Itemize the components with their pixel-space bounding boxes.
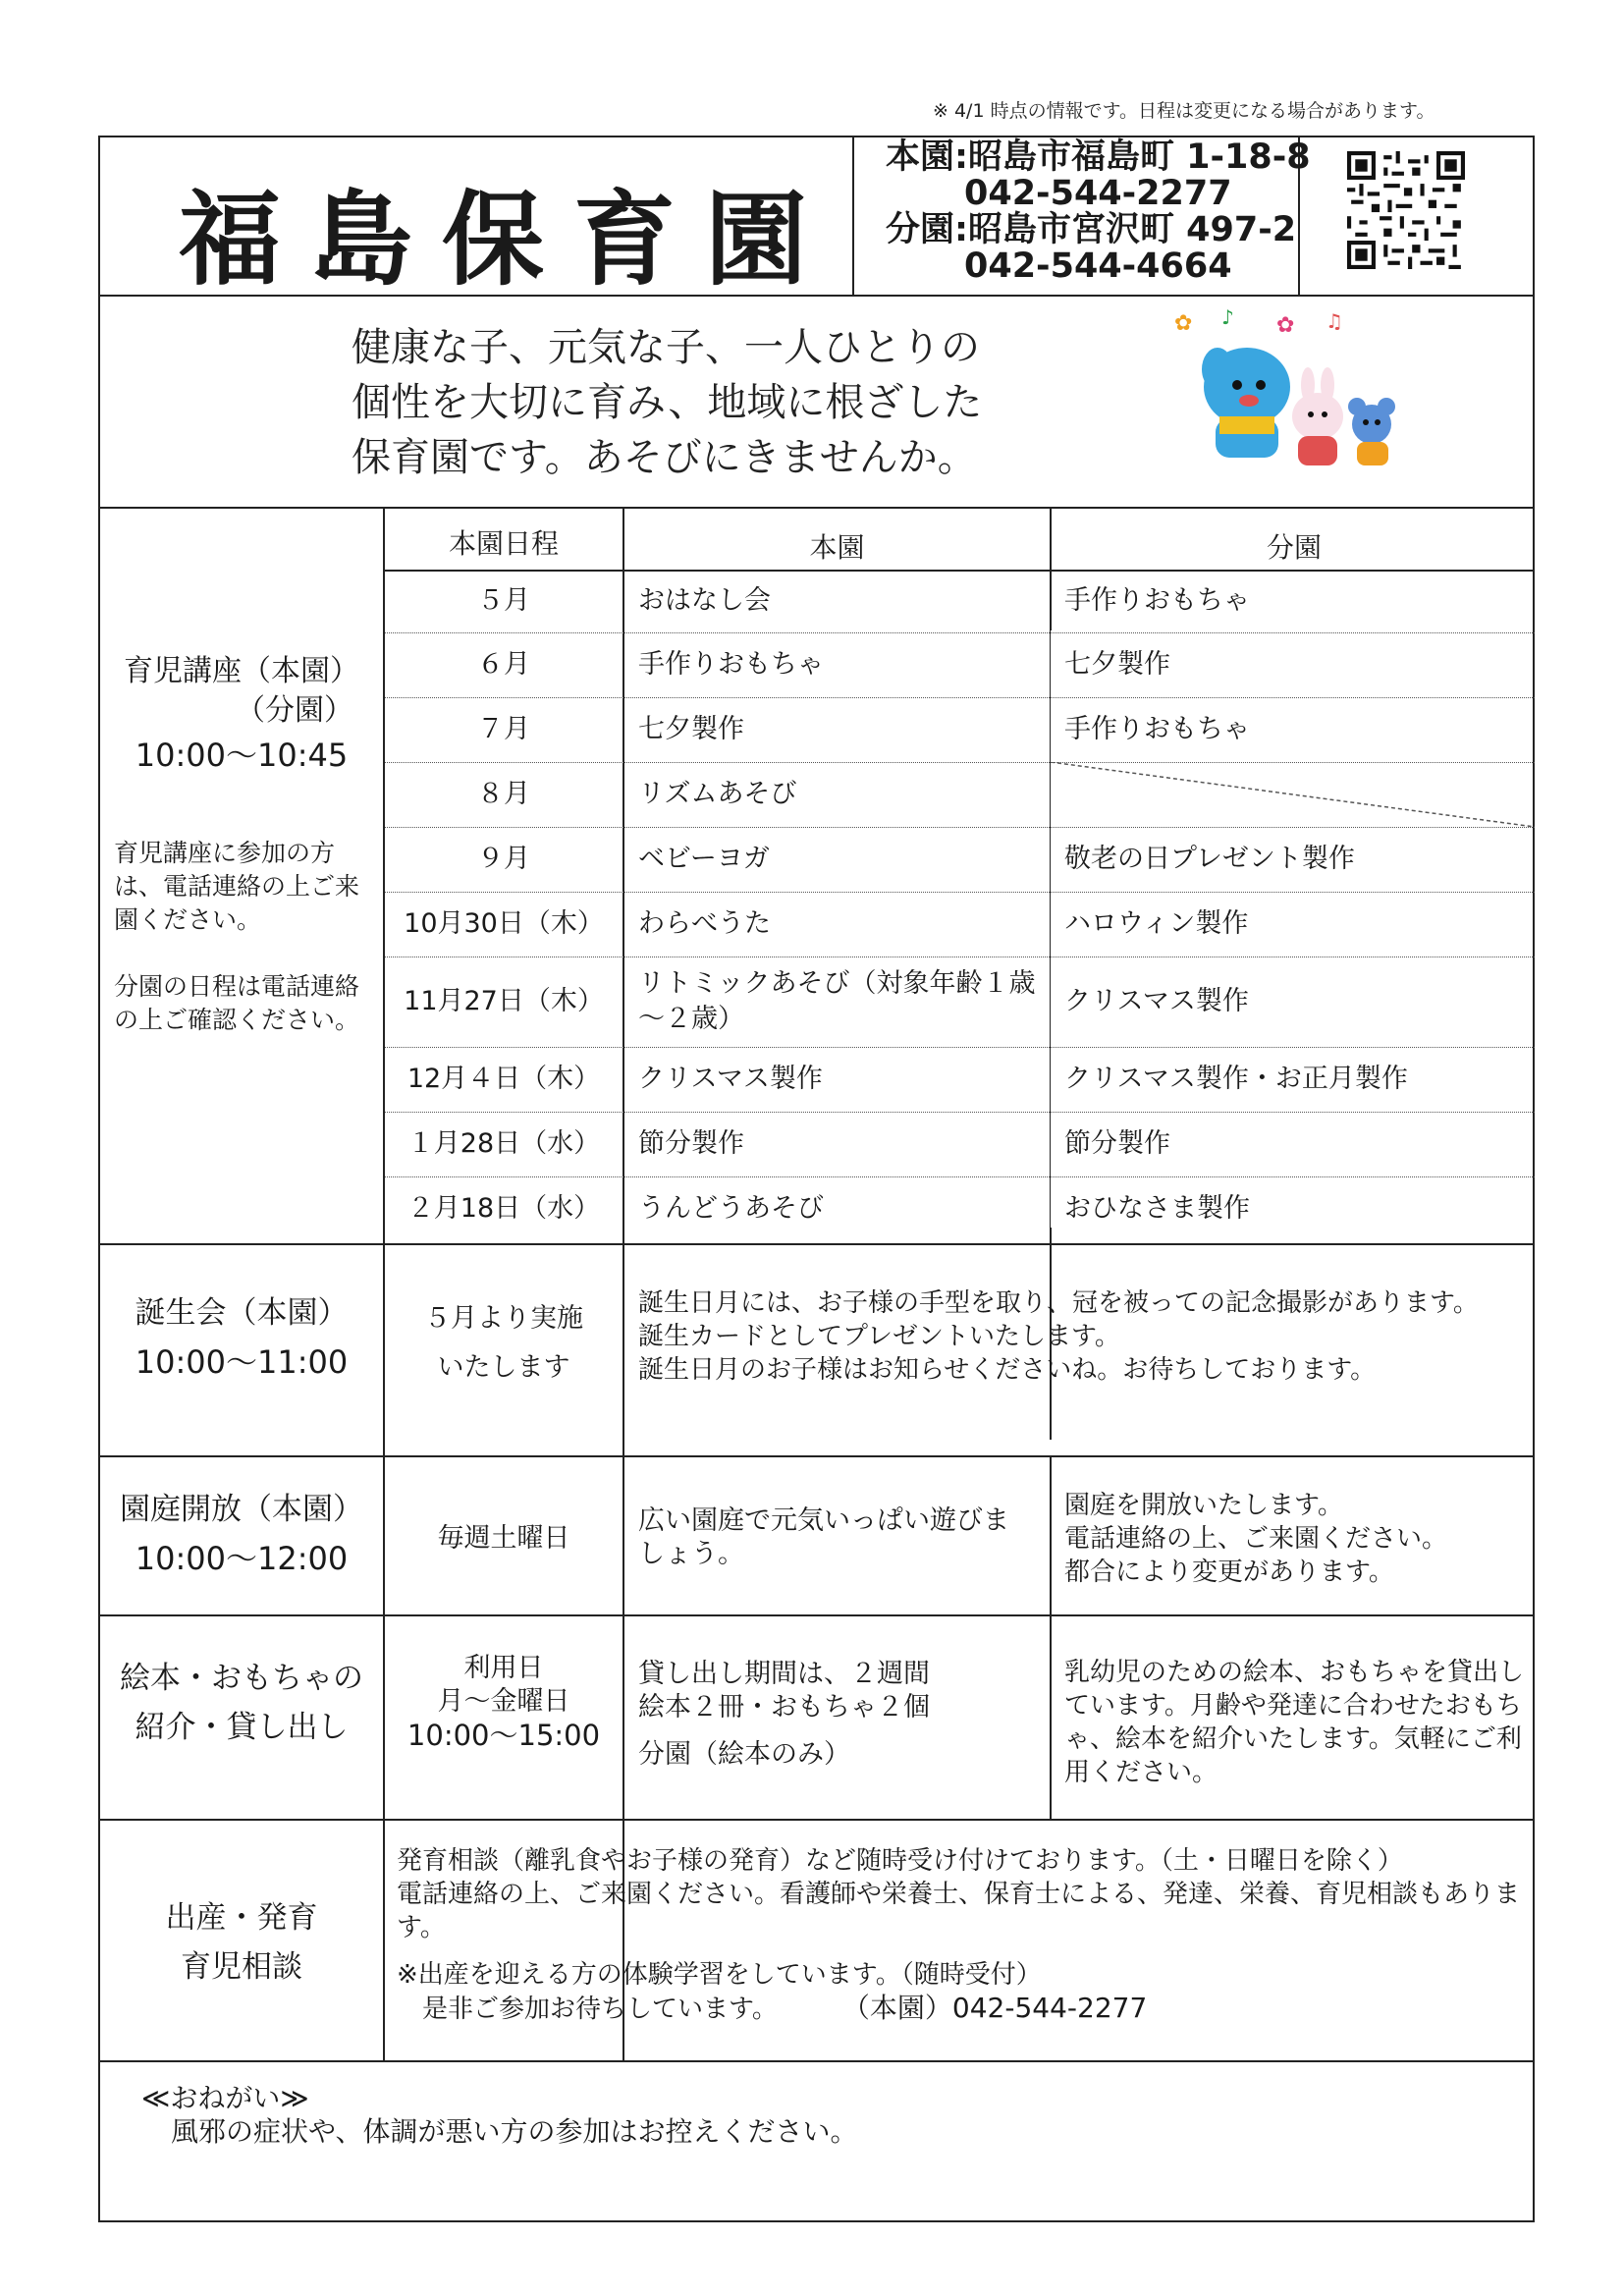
garden-schedule: 毎週土曜日 <box>437 1523 570 1554</box>
birthday-title <box>100 1288 383 1387</box>
books-note: 乳幼児のための絵本、おもちゃを貸出しています。月齢や発達に合わせたおもちゃ、絵本を紹介いたします。気軽にご利用ください。 <box>1064 1658 1525 1787</box>
garden-note-line: 園庭を開放いたします。 <box>1064 1491 1343 1520</box>
garden-description: 広い園庭で元気いっぱい遊びましょう。 <box>638 1505 1009 1569</box>
svg-text:♫: ♫ <box>1326 309 1343 333</box>
birthday-desc-line: 誕生日月のお子様はお知らせくださいね。お待ちしております。 <box>638 1355 1377 1385</box>
consult-body <box>397 1844 1526 2026</box>
request-block <box>141 2082 1418 2149</box>
lecture-row-date: ９月 <box>477 844 530 874</box>
flyer-frame <box>98 136 1535 2222</box>
lecture-row-bunen: 節分製作 <box>1064 1128 1170 1159</box>
books-title-line: 絵本・おもちゃの <box>120 1661 363 1696</box>
birthday-title-line: 誕生会（本園） <box>135 1295 349 1331</box>
lecture-row-date: ８月 <box>477 779 530 809</box>
lecture-row-date: ２月18日（水） <box>406 1193 601 1224</box>
garden-title <box>100 1485 383 1583</box>
lecture-note-1: 育児講座に参加の方は、電話連絡の上ご来園ください。 <box>114 839 360 934</box>
consult-line: 是非ご参加お待ちしています。 <box>422 1995 778 2024</box>
lecture-row-date: ６月 <box>477 649 530 680</box>
svg-text:✿: ✿ <box>1174 311 1193 336</box>
bunen-phone: 042-544-4664 <box>964 246 1232 286</box>
lecture-row-date: 10月30日（木） <box>404 908 604 939</box>
books-sched-line: 月～金曜日 <box>437 1686 570 1717</box>
intro-line: 健康な子、元気な子、一人ひとりの <box>352 325 980 370</box>
honen-address: 本園:昭島市福島町 1-18-8 <box>886 137 1311 177</box>
intro-text <box>352 320 982 485</box>
lecture-row-bunen: クリスマス製作・お正月製作 <box>1064 1064 1408 1094</box>
books-desc-line: 絵本２冊・おもちゃ２個 <box>638 1692 930 1722</box>
consult-title-line: 育児相談 <box>181 1949 302 1985</box>
request-title: ≪おねがい≫ <box>141 2082 309 2114</box>
consult-line: 発育相談（離乳食やお子様の発育）など随時受け付けております。（土・日曜日を除く） <box>397 1846 1403 1876</box>
books-desc-line: 貸し出し期間は、２週間 <box>638 1659 930 1689</box>
garden-note-line: 都合により変更があります。 <box>1064 1558 1394 1587</box>
address-block <box>886 139 1311 285</box>
consult-line: 電話連絡の上、ご来園ください。看護師や栄養士、保育士による、発達、栄養、育児相談もあります。 <box>397 1880 1521 1942</box>
lecture-row-honen: 手作りおもちゃ <box>638 649 824 680</box>
birthday-description <box>638 1286 1532 1387</box>
lecture-row-bunen <box>1064 762 1526 827</box>
consult-phone: （本園）042-544-2277 <box>855 1992 1148 2024</box>
consult-line: ※出産を迎える方の体験学習をしています。（随時受付） <box>397 1960 1042 1990</box>
lecture-row-bunen: ハロウィン製作 <box>1064 908 1249 939</box>
lecture-row-honen: うんどうあそび <box>638 1193 824 1224</box>
garden-note <box>1064 1489 1526 1589</box>
consult-title-line: 出産・発育 <box>165 1900 318 1936</box>
lecture-row-bunen: クリスマス製作 <box>1064 986 1249 1016</box>
garden-note-line: 電話連絡の上、ご来園ください。 <box>1064 1524 1448 1554</box>
birthday-time: 10:00～11:00 <box>135 1343 349 1381</box>
lecture-title <box>100 652 383 780</box>
birthday-desc-line: 誕生カードとしてプレゼントいたします。 <box>638 1322 1120 1351</box>
garden-time: 10:00～12:00 <box>135 1540 349 1577</box>
lecture-time: 10:00～10:45 <box>135 737 349 774</box>
col-header-schedule: 本園日程 <box>448 527 559 560</box>
page-title: 福島保育園 <box>179 179 838 300</box>
lecture-row-bunen: 手作りおもちゃ <box>1064 585 1250 616</box>
birthday-desc-line: 誕生日月には、お子様の手型を取り、冠を被っての記念撮影があります。 <box>638 1288 1479 1318</box>
consult-title <box>100 1893 383 1992</box>
lecture-row-bunen: おひなさま製作 <box>1064 1193 1250 1224</box>
books-schedule <box>385 1652 623 1752</box>
col-header-bunen: 分園 <box>1266 531 1322 564</box>
lecture-row-honen: おはなし会 <box>638 585 771 616</box>
lecture-row-bunen: 手作りおもちゃ <box>1064 714 1250 744</box>
lecture-row-date: １月28日（水） <box>406 1128 601 1159</box>
intro-line: 保育園です。あそびにきませんか。 <box>352 435 977 480</box>
lecture-row-date: 11月27日（木） <box>404 986 604 1016</box>
birthday-schedule <box>385 1294 623 1393</box>
request-body: 風邪の症状や、体調が悪い方の参加はお控えください。 <box>171 2115 858 2148</box>
books-sched-line: 利用日 <box>463 1653 544 1683</box>
lecture-row-date: ７月 <box>477 714 530 744</box>
lecture-row-date: ５月 <box>477 585 530 616</box>
lecture-row-bunen: 敬老の日プレゼント製作 <box>1064 844 1355 874</box>
lecture-row-honen: リトミックあそび（対象年齢１歳～２歳） <box>638 968 1036 1034</box>
lecture-row-honen: リズムあそび <box>638 779 797 809</box>
notice-text: ※ 4/1 時点の情報です。日程は変更になる場合があります。 <box>933 100 1435 122</box>
qr-code-icon <box>1347 151 1465 269</box>
lecture-row-honen: クリスマス製作 <box>638 1064 823 1094</box>
books-title-line: 紹介・貸し出し <box>135 1710 349 1745</box>
books-desc-line: 分園（絵本のみ） <box>638 1739 850 1770</box>
lecture-row-honen: わらべうた <box>638 908 771 939</box>
bunen-address: 分園:昭島市宮沢町 497-2 <box>886 210 1297 249</box>
lecture-row-honen: 節分製作 <box>638 1128 744 1159</box>
svg-text:✿: ✿ <box>1276 313 1295 338</box>
books-sched-line: 10:00～15:00 <box>406 1719 601 1752</box>
lecture-title-line: （分園） <box>236 693 353 728</box>
birthday-sched-line: いたします <box>437 1352 570 1383</box>
garden-title-line: 園庭開放（本園） <box>120 1492 363 1527</box>
lecture-title-line: 育児講座（本園） <box>124 654 359 688</box>
intro-line: 個性を大切に育み、地域に根ざした <box>352 380 983 425</box>
lecture-note-2: 分園の日程は電話連絡の上ご確認ください。 <box>114 972 360 1034</box>
lecture-row-honen: 七夕製作 <box>638 714 744 744</box>
svg-text:♪: ♪ <box>1221 308 1234 329</box>
birthday-sched-line: ５月より実施 <box>424 1303 583 1334</box>
lecture-row-date: 12月４日（木） <box>406 1064 601 1094</box>
lecture-row-honen: ベビーヨガ <box>638 844 770 874</box>
lecture-row-bunen: 七夕製作 <box>1064 649 1170 680</box>
mascot-illustration-icon <box>1170 308 1406 485</box>
col-header-honen: 本園 <box>809 531 865 564</box>
books-description <box>638 1658 1035 1772</box>
books-title <box>100 1654 383 1752</box>
honen-phone: 042-544-2277 <box>964 174 1232 213</box>
